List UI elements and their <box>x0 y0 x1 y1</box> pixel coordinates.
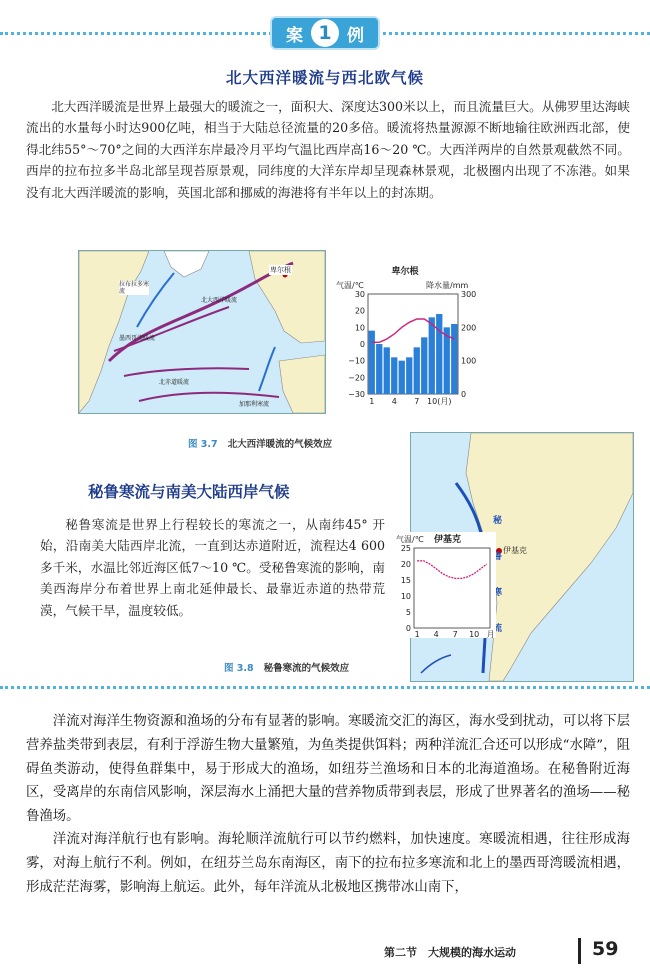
badge-left-char: 案 <box>286 25 303 46</box>
body-paragraph-1: 洋流对海洋生物资源和渔场的分布有显著的影响。寒暖流交汇的海区，海水受到扰动，可以将下层营养盐类带到表层，有利于浮游生物大量繁殖，为鱼类提供饵料；两种洋流汇合还可以形成“水障”，阻碍鱼类游动，使得鱼群集中，易于形成大的渔场，如纽芬兰渔场和日本的北海道渔场。在秘鲁附近海区，受离岸的东南信风影响，深层海水上涌把大量的营养物质带到表层，形成了世界著名的渔场——秘鲁渔场。 <box>26 714 630 825</box>
precip-bar <box>384 347 390 394</box>
y-tick: 25 <box>400 544 411 553</box>
y-label: 气温/℃ <box>396 535 424 544</box>
bottom-dotted-divider <box>0 686 650 689</box>
x-tick: 月 <box>486 630 495 638</box>
x-tick: 4 <box>433 630 439 638</box>
y-right-tick: 200 <box>461 323 477 333</box>
map1-label-labrador: 拉布拉多寒流 <box>119 281 150 295</box>
precip-bar <box>376 344 382 394</box>
y-left-label: 气温/℃ <box>336 281 364 290</box>
precip-bar <box>421 337 427 394</box>
y-right-label: 降水量/mm <box>426 281 469 290</box>
case1-title: 北大西洋暖流与西北欧气候 <box>225 69 424 87</box>
y-tick: 0 <box>405 624 411 633</box>
badge-number: 1 <box>311 19 339 47</box>
y-left-tick: 10 <box>354 323 365 333</box>
y-left-tick: 30 <box>354 290 365 299</box>
page-number: 59 <box>592 938 619 960</box>
chart-title: 卑尔根 <box>391 267 419 277</box>
y-tick: 5 <box>405 608 411 617</box>
precip-bar <box>451 324 457 394</box>
map2-city-label: 伊基克 <box>503 546 527 555</box>
precip-bar <box>406 357 412 394</box>
fig38-text: 秘鲁寒流的气候效应 <box>263 663 350 674</box>
temperature-line <box>417 561 487 579</box>
y-right-tick: 300 <box>461 290 477 299</box>
map1-label-gulf-stream: 墨西哥湾暖流 <box>119 335 156 342</box>
x-tick: 1 <box>369 397 375 406</box>
fig37-number: 图 3.7 <box>188 439 218 450</box>
y-left-tick: −20 <box>348 373 365 383</box>
precip-bar <box>391 357 397 394</box>
x-tick: 7 <box>452 630 458 638</box>
y-tick: 20 <box>400 560 411 569</box>
y-left-tick: 20 <box>354 306 365 316</box>
map1-label-north-atlantic: 北大西洋暖流 <box>201 297 238 304</box>
case2-paragraph: 秘鲁寒流是世界上行程较长的寒流之一，从南纬45° 开始，沿南美大陆西岸北流，一直到达赤道附近，流程达4 600多千米，水温比邻近海区低7～10 ℃。受秘鲁寒流的影响，南美西海岸分布着世界上南北延伸最长、最靠近赤道的热带荒漠，气候干旱，温度较低。 <box>40 517 385 618</box>
y-tick: 15 <box>400 576 411 585</box>
y-right-tick: 0 <box>461 390 467 399</box>
fig38-caption <box>224 660 349 674</box>
iquique-climate-chart <box>394 532 496 638</box>
case1-paragraph: 北大西洋暖流是世界上最强大的暖流之一，面积大、深度达300米以上，而且流量巨大。从佛罗里达海峡流出的水量每小时达900亿吨，相当于大陆总径流量的20多倍。暖流将热量源源不断地输往欧洲西北部，使得北纬55°～70°之间的大西洋东岸最冷月平均气温比西岸高16～20 ℃。大西洋两岸的自然景观截然不同。西岸的拉布拉多半岛北部呈现苔原景观，同纬度的大洋东岸却呈现森林景观，北极圈内出现了不冻港。如果没有北大西洋暖流的影响，英国北部和挪威的海港将有半年以上的封冻期。 <box>26 99 630 200</box>
y-left-tick: 0 <box>359 340 365 349</box>
x-tick: 1 <box>414 630 420 638</box>
case-badge <box>272 18 378 48</box>
case2-title: 秘鲁寒流与南美大陆西岸气候 <box>88 483 290 501</box>
fig37-text: 北大西洋暖流的气候效应 <box>227 439 333 450</box>
chart-title: 伊基克 <box>434 535 462 545</box>
footer-divider <box>578 938 581 964</box>
map1-label-canary: 加那利寒流 <box>239 401 270 408</box>
y-right-tick: 100 <box>461 356 477 366</box>
y-left-tick: −30 <box>348 390 365 399</box>
x-tick: 10 <box>469 630 480 638</box>
map1-label-bergen: 卑尔根 <box>270 266 291 274</box>
precip-bar <box>436 314 442 394</box>
x-tick: 7 <box>414 397 420 406</box>
plot-frame <box>414 548 490 628</box>
page-footer <box>0 936 650 972</box>
precip-bar <box>429 317 435 394</box>
map2-current-label: 秘鲁寒流 <box>493 516 503 634</box>
map1-label-north-equatorial: 北赤道暖流 <box>159 379 190 386</box>
fig38-number: 图 3.8 <box>224 663 254 674</box>
footer-section-title: 第二节 大规模的海水运动 <box>384 946 516 959</box>
precip-bar <box>414 347 420 394</box>
north-atlantic-map <box>78 250 326 414</box>
y-left-tick: −10 <box>348 356 365 366</box>
north-atlantic-map-svg <box>79 251 325 413</box>
x-tick: 10(月) <box>427 397 452 406</box>
badge-right-char: 例 <box>347 25 364 46</box>
x-tick: 4 <box>391 397 397 406</box>
precip-bar <box>399 361 405 394</box>
precip-bar <box>369 331 375 394</box>
y-tick: 10 <box>400 592 411 601</box>
body-paragraph-2: 洋流对海洋航行也有影响。海轮顺洋流航行可以节约燃料，加快速度。寒暖流相遇，往往形成海雾，对海上航行不利。例如，在纽芬兰岛东南海区，南下的拉布拉多寒流和北上的墨西哥湾暖流相遇，形成茫茫海雾，影响海上航运。此外，每年洋流从北极地区携带冰山南下， <box>26 832 630 895</box>
bergen-climate-chart <box>330 264 480 414</box>
fig37-caption <box>188 436 332 450</box>
